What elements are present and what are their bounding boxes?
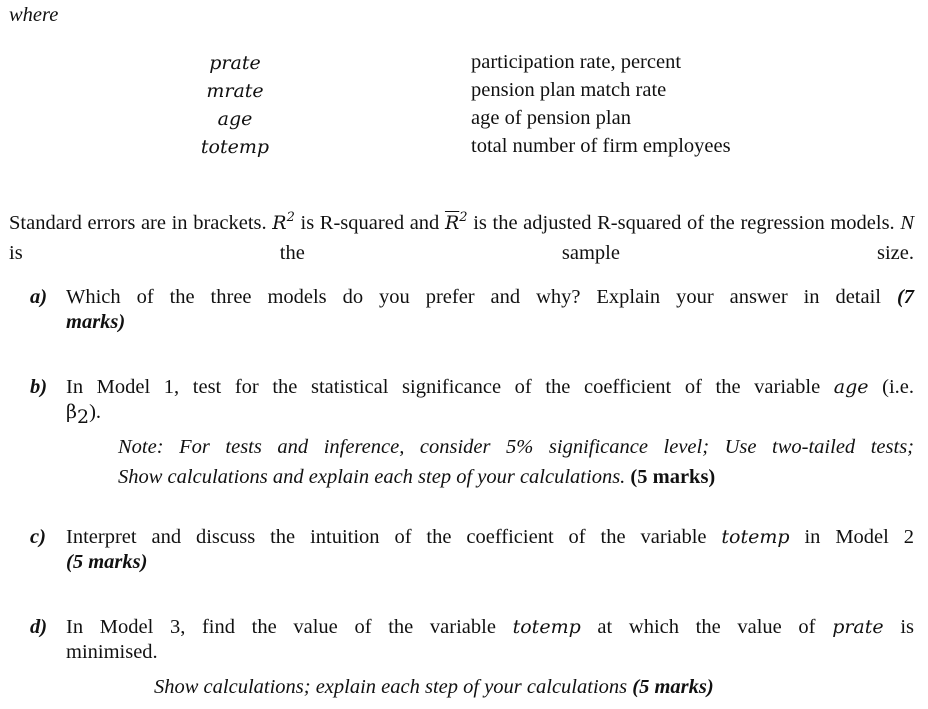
intro-where: where	[9, 4, 59, 26]
question-c: Interpret and discuss the intuition of the coefficient of the variable totemp in Model 2 (5 marks)	[66, 526, 914, 573]
variable-description: participation rate, percent	[471, 51, 682, 73]
variable-description: age of pension plan	[471, 107, 631, 129]
question-a: Which of the three models do you prefer and why? Explain your answer in detail (7 marks)	[66, 286, 915, 333]
question-d-letter: d)	[30, 616, 48, 638]
question-c-letter: c)	[30, 526, 46, 548]
explanation-paragraph: Standard errors are in brackets. $R^2$ is R-squared and $\overline{R}^2$ is the adjusted R-squared of the regression models. N is the sample size.	[9, 210, 914, 264]
question-a-letter: a)	[30, 286, 48, 308]
r-squared-symbol: $R^2$	[272, 210, 295, 234]
question-d: In Model 3, find the value of the variable totemp at which the value of prate is minimised.	[66, 616, 914, 663]
variable-name: mrate	[206, 80, 264, 102]
question-b: In Model 1, test for the statistical significance of the coefficient of the variable age (i.e. $\beta_2$).	[66, 376, 915, 429]
variable-description: pension plan match rate	[471, 79, 667, 101]
adjusted-r-squared-symbol: $\overline{R}^2$	[444, 210, 468, 234]
question-b-instructions: Show calculations and explain each step of your calculations. (5 marks)	[118, 466, 716, 488]
variable-name: totemp	[200, 136, 270, 158]
variable-description: total number of firm employees	[471, 135, 731, 157]
variable-name: age	[217, 108, 253, 130]
question-b-note: Note: For tests and inference, consider 5% significance level; Use two-tailed tests;	[118, 436, 914, 458]
question-b-letter: b)	[30, 376, 48, 398]
variable-name: prate	[209, 52, 261, 74]
question-d-instructions: Show calculations; explain each step of your calculations (5 marks)	[154, 676, 714, 698]
